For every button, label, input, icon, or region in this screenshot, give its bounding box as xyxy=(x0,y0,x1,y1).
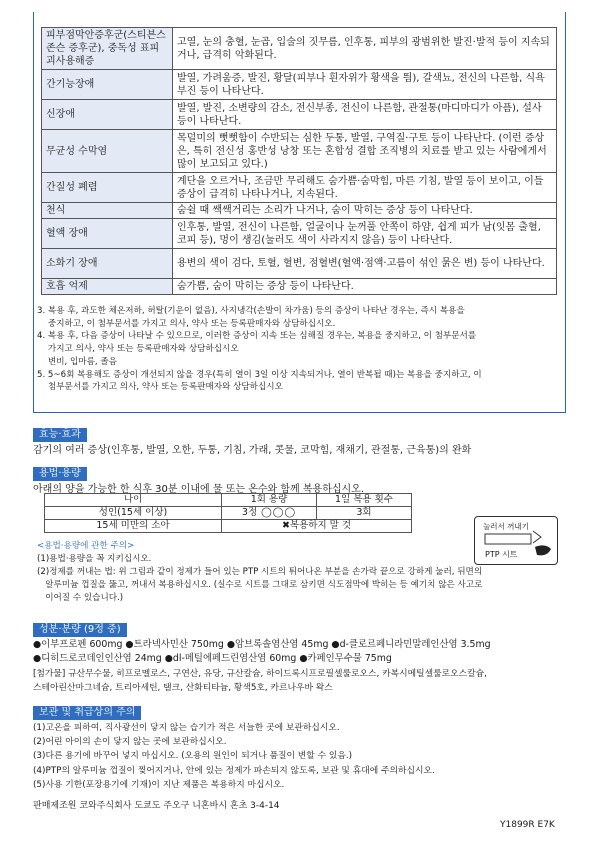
condition-name: 간질성 폐렴 xyxy=(42,173,173,203)
table-cell: 3회 xyxy=(317,507,412,520)
section-heading: 성분·분량 (9정 중) xyxy=(33,623,127,637)
ingredients-section xyxy=(33,617,558,696)
column-header: 1회 용량 xyxy=(222,494,317,507)
table-cell: 성인(15세 이상) xyxy=(45,507,222,520)
symptom-description: 인후통, 발열, 전신이 나른함, 얼굴이나 눈꺼풀 안쪽이 하얌, 쉽게 피가 남(잇몸 출혈, 코피 등), 멍이 생김(눌러도 색이 사라지지 않음) 등이 나타난다. xyxy=(173,219,557,249)
table-row xyxy=(42,28,557,70)
note-line: (1)용법·용량을 꼭 지키십시오. xyxy=(37,554,152,565)
table-row xyxy=(42,203,557,219)
efficacy-section xyxy=(33,422,471,458)
dosage-section xyxy=(33,461,364,497)
product-code: Y1899R E7K xyxy=(500,820,555,830)
note-line: 첨부문서를 가지고 의사, 약사 또는 등록판매자와 상담하십시오 xyxy=(37,382,283,393)
condition-name: 소화기 장애 xyxy=(42,249,173,279)
storage-section xyxy=(33,700,558,792)
note-line: 중지하고, 이 첨부문서를 가지고 의사, 약사 또는 등록판매자와 상담하십시오. xyxy=(37,318,336,329)
tablet-icon: ◯◯◯ xyxy=(257,507,297,518)
ingredients-list xyxy=(33,638,558,696)
manufacturer-address: 판매제조원 코와주식회사 도쿄도 주오구 니혼바시 혼초 3-4-14 xyxy=(33,801,280,811)
condition-name: 천식 xyxy=(42,203,173,219)
table-cell: 15세 미만의 소아 xyxy=(45,520,222,533)
condition-name: 혈액 장애 xyxy=(42,219,173,249)
symptom-description: 숨가쁨, 숨이 막히는 증상 등이 나타난다. xyxy=(173,279,557,295)
symptom-description: 용변의 색이 검다, 토혈, 혈변, 점혈변(혈액·점액·고름이 섞인 묽은 변) 등이 나타난다. xyxy=(173,249,557,279)
notes-title: <용법·용량에 관한 주의> xyxy=(37,541,135,551)
ingredient-line: ●이부프로펜 600mg ●트라넥사민산 750mg ●암브록솔염산염 45mg ●d-클로르페니라민말레인산염 3.5mg xyxy=(33,639,491,650)
storage-line: (1)고온을 피하여, 직사광선이 닿지 않는 습기가 적은 서늘한 곳에 보관하십시오. xyxy=(33,723,340,733)
note-line: 4. 복용 후, 다음 증상이 나타날 수 있으므로, 이러한 증상이 지속 또는 심해질 경우는, 복용을 중지하고, 이 첨부문서를 xyxy=(37,331,477,342)
table-row xyxy=(42,100,557,130)
side-effects-table xyxy=(41,27,557,295)
symptom-description: 계단을 오르거나, 조금만 무리해도 숨가쁨·숨막힘, 마른 기침, 발열 등이 보이고, 이들 증상이 급격히 나타나거나, 지속된다. xyxy=(173,173,557,203)
symptom-description: 숨쉴 때 쌕쌕거리는 소리가 나거나, 숨이 막히는 증상 등이 나타난다. xyxy=(173,203,557,219)
note-line: 이어질 수 있습니다.) xyxy=(37,593,124,604)
condition-name: 간기능장애 xyxy=(42,70,173,100)
condition-name: 무균성 수막염 xyxy=(42,130,173,173)
condition-name: 호흡 억제 xyxy=(42,279,173,295)
storage-list xyxy=(33,721,558,792)
table-row xyxy=(42,219,557,249)
storage-line: (4)PTP의 알루미늄 껍질이 찢어지거나, 안에 있는 정제가 파손되지 않도록, 보관 및 휴대에 주의하십시오. xyxy=(33,765,435,776)
note-line: 가지고 의사, 약사 또는 등록판매자와 상담하십시오 xyxy=(37,344,239,355)
condition-name: 피부점막안증후군(스티븐스 존슨 증후군), 중독성 표피괴사용해증 xyxy=(42,28,173,70)
warning-notes xyxy=(37,305,557,394)
table-row xyxy=(42,130,557,173)
ingredient-line: [첨가물] 규산무수물, 히프로멜로스, 구연산, 유당, 규산칼슘, 하이드록시프로필셀룰로오스, 카복시메틸셀룰로오스칼슘, xyxy=(33,668,487,679)
section-heading: 효능·효과 xyxy=(33,428,87,442)
efficacy-text: 감기의 여러 증상(인후통, 발열, 오한, 두통, 기침, 가래, 콧물, 코막힘, 재채기, 관절통, 근육통)의 완화 xyxy=(33,445,472,456)
symptom-description: 발열, 가려움증, 발진, 황달(피부나 흰자위가 황색을 띔), 갈색뇨, 전신의 나른함, 식욕부진 등이 나타난다. xyxy=(173,70,557,100)
symptom-description: 고열, 눈의 충혈, 눈곱, 입술의 짓무름, 인후통, 피부의 광범위한 발진·발적 등이 지속되거나, 급격히 악화된다. xyxy=(173,28,557,70)
note-line: 3. 복용 후, 과도한 체온저하, 허탈(기운이 없음), 사지냉각(손발이 차가움) 등의 증상이 나타난 경우는, 즉시 복용을 xyxy=(37,306,465,316)
symptom-description: 발열, 발진, 소변량의 감소, 전신부종, 전신이 나른함, 관절통(마디마디가 아픔), 설사 등이 나타난다. xyxy=(173,100,557,130)
storage-line: (2)어린 아이의 손이 닿지 않는 곳에 보관하십시오. xyxy=(33,737,227,748)
note-line: 변비, 입마름, 졸음 xyxy=(37,356,117,367)
note-line: (2)정제를 꺼내는 법: 위 그림과 같이 정제가 들어 있는 PTP 시트의 튀어나온 부분을 손가락 끝으로 강하게 눌러, 뒤면의 xyxy=(37,567,483,577)
column-header: 1일 복용 횟수 xyxy=(317,494,412,507)
ptp-illustration xyxy=(474,516,558,565)
section-heading: 용법·용량 xyxy=(33,467,87,481)
column-header: 나이 xyxy=(45,494,222,507)
condition-name: 신장애 xyxy=(42,100,173,130)
section-heading: 보관 및 취급상의 주의 xyxy=(33,706,141,720)
table-row xyxy=(45,507,412,520)
table-cell: ✖복용하지 말 것 xyxy=(222,520,412,533)
table-row xyxy=(42,279,557,295)
storage-line: (3)다른 용기에 바꾸어 넣지 마십시오. (오용의 원인이 되거나 품질이 변할 수 있음.) xyxy=(33,751,353,762)
table-row xyxy=(45,494,412,507)
ingredient-line: 스테아린산마그네슘, 트리아세틴, 탤크, 산화티타늄, 황색5호, 카르나우바 왁스 xyxy=(33,683,333,694)
note-line: 5. 5~6회 복용해도 증상이 개선되지 않을 경우(특히 열이 3일 이상 지속되거나, 열이 반복될 때)는 복용을 중지하고, 이 xyxy=(37,369,482,380)
table-row xyxy=(42,249,557,279)
table-row xyxy=(42,173,557,203)
table-row xyxy=(42,70,557,100)
ingredient-line: ●디히드로코데인인산염 24mg ●dl-메틸에페드린염산염 60mg ●카페인무수물 75mg xyxy=(33,653,392,665)
table-row xyxy=(45,520,412,533)
dose-amount: 3정 xyxy=(241,507,258,518)
dosage-table xyxy=(44,493,412,533)
dosage-intro: 아래의 양을 가능한 한 식후 30분 이내에 물 또는 온수와 함께 복용하십시오. xyxy=(33,484,365,495)
ptp-push-label: 눌러서 꺼내기 xyxy=(483,522,529,531)
symptom-description: 목덜미의 뻣뻣함이 수반되는 심한 두통, 발열, 구역질·구토 등이 나타난다. (이런 증상은, 특히 전신성 홍반성 낭창 또는 혼합성 결합 조직병의 치료를 받고 있는 사람에게서 많이 보고되고 있다.) xyxy=(173,130,557,173)
note-line: 알루미늄 껍질을 뚫고, 꺼내서 복용하십시오. (실수로 시트를 그대로 삼키면 식도점막에 박히는 등 예기치 않은 사고로 xyxy=(37,580,483,591)
ptp-sheet-label: PTP 시트 xyxy=(485,550,518,559)
table-cell xyxy=(222,507,317,520)
dosage-notes xyxy=(37,540,477,566)
storage-line: (5)사용 기한(포장용기에 기재)이 지난 제품은 복용하지 마십시오. xyxy=(33,779,285,790)
dosage-notes-cont xyxy=(37,566,557,606)
